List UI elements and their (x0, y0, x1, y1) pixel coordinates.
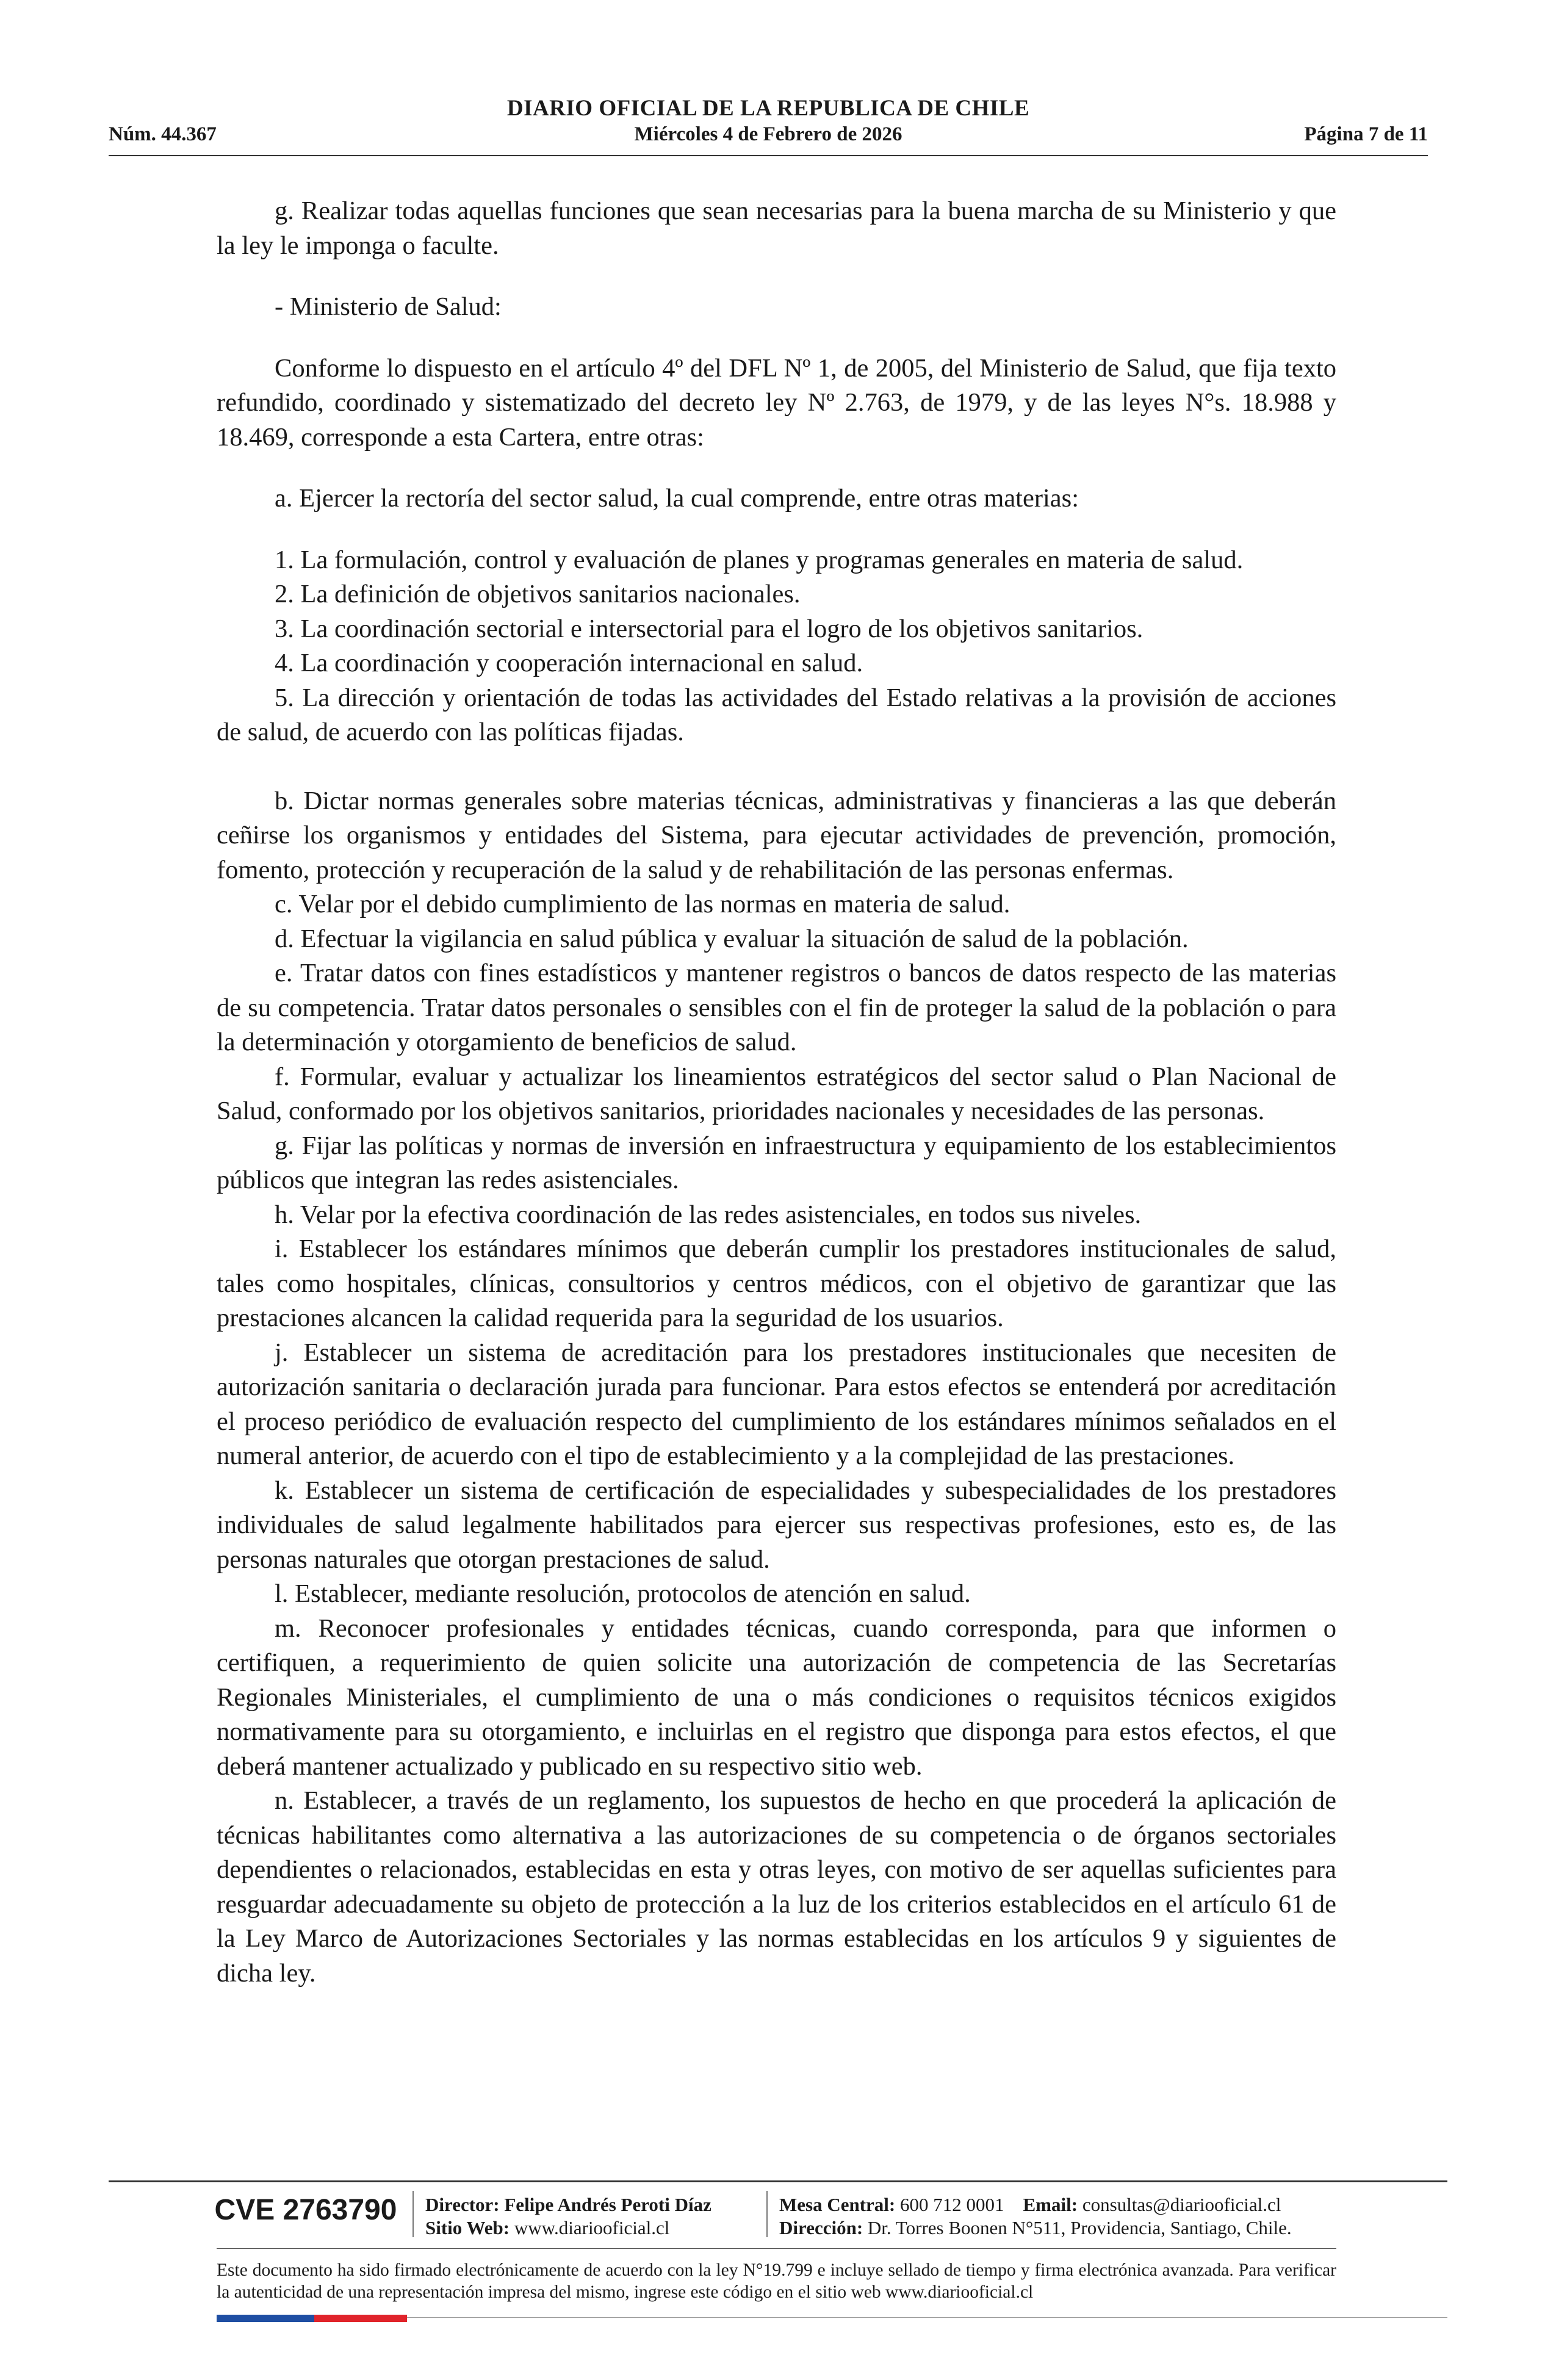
director-label: Director: (425, 2194, 500, 2215)
page-header (109, 92, 1428, 153)
email-link[interactable]: consultas@diariooficial.cl (1082, 2194, 1281, 2215)
document-body (217, 194, 1336, 1991)
list-item-m: m. Reconocer profesionales y entidades técnicas, cuando corresponda, para que informen o certifiquen, a requerimiento de quien solicite una autorización de competencia de las Secretarías Regionales Ministeriales, el cumplimiento de una o más condiciones o requisitos técnicos exigidos normativamente para su otorgamiento, e incluirlas en el registro que disponga para estos efectos, el que deberá mantener actualizado y publicado en su respectivo sitio web. (217, 1614, 1336, 1781)
paragraph-intro-g: g. Realizar todas aquellas funciones que sean necesarias para la buena marcha de su Ministerio y que la ley le imponga o faculte. (217, 197, 1336, 260)
footer-contact-block (779, 2193, 1292, 2240)
footer-separator (412, 2191, 414, 2237)
list-item-k: k. Establecer un sistema de certificación de especialidades y subespecialidades de los prestadores individuales de salud legalmente habilitados para ejercer sus respectivas profesiones, esto es, de las personas naturales que otorgan prestaciones de salud. (217, 1476, 1336, 1574)
list-item-n: n. Establecer, a través de un reglamento, los supuestos de hecho en que procederá la aplicación de técnicas habilitantes como alternativa a las autorizaciones de su competencia o de órganos sectoriales dependientes o relacionados, establecidas en esta y otras leyes, con motivo de ser aquellas suficientes para resguardar adecuadamente su objeto de protección a la luz de los criterios establecidos en el artículo 61 de la Ley Marco de Autorizaciones Sectoriales y las normas establecidas en los artículos 9 y siguientes de dicha ley. (217, 1786, 1336, 1988)
list-item-2: 2. La definición de objetivos sanitarios nacionales. (275, 580, 801, 608)
issue-date: Miércoles 4 de Febrero de 2026 (634, 123, 902, 145)
page-indicator: Página 7 de 11 (1304, 123, 1428, 145)
list-item-g: g. Fijar las políticas y normas de inversión en infraestructura y equipamiento de los establecimientos públicos que integran las redes asistenciales. (217, 1131, 1336, 1194)
list-item-3: 3. La coordinación sectorial e intersectorial para el logro de los objetivos sanitarios. (275, 614, 1144, 643)
list-item-l: l. Establecer, mediante resolución, protocolos de atención en salud. (275, 1579, 971, 1608)
address-value: Dr. Torres Boonen N°511, Providencia, Santiago, Chile. (867, 2217, 1292, 2238)
footer-divider (109, 2180, 1447, 2182)
list-item-5: 5. La dirección y orientación de todas las actividades del Estado relativas a la provisión de acciones de salud, de acuerdo con las políticas fijadas. (217, 683, 1336, 746)
flag-stripe-blue (217, 2315, 314, 2322)
list-item-a: a. Ejercer la rectoría del sector salud, la cual comprende, entre otras materias: (275, 484, 1079, 513)
footer-separator (766, 2191, 768, 2237)
list-item-j: j. Establecer un sistema de acreditación para los prestadores institucionales que necesiten de autorización sanitaria o declaración jurada para funcionar. Para estos efectos se entenderá por acreditación el proceso periódico de evaluación respecto del cumplimiento de los estándares mínimos señalados en el numeral anterior, de acuerdo con el tipo de establecimiento y a la complejidad de las prestaciones. (217, 1338, 1336, 1470)
site-link[interactable]: www.diariooficial.cl (514, 2217, 670, 2238)
director-name: Felipe Andrés Peroti Díaz (504, 2194, 711, 2215)
paragraph-conforme: Conforme lo dispuesto en el artículo 4º del DFL Nº 1, de 2005, del Ministerio de Salud, que fija texto refundido, coordinado y sistematizado del decreto ley Nº 2.763, de 1979, y de las leyes N°s. 18.988 y 18.469, corresponde a esta Cartera, entre otras: (217, 353, 1336, 452)
list-item-d: d. Efectuar la vigilancia en salud pública y evaluar la situación de salud de la población. (275, 924, 1189, 953)
mesa-phone: 600 712 0001 (900, 2194, 1004, 2215)
footer-director-block (425, 2193, 711, 2240)
list-item-i: i. Establecer los estándares mínimos que deberán cumplir los prestadores institucionales de salud, tales como hospitales, clínicas, consultorios y centros médicos, con el objetivo de garantizar que las prestaciones alcancen la calidad requerida para la seguridad de los usuarios. (217, 1235, 1336, 1332)
cve-code: CVE 2763790 (214, 2194, 397, 2226)
footer-inner-divider (217, 2248, 1336, 2249)
list-item-1: 1. La formulación, control y evaluación de planes y programas generales en materia de salud. (275, 545, 1244, 574)
mesa-label: Mesa Central: (779, 2194, 896, 2215)
list-item-h: h. Velar por la efectiva coordinación de las redes asistenciales, en todos sus niveles. (275, 1200, 1142, 1229)
list-item-e: e. Tratar datos con fines estadísticos y mantener registros o bancos de datos respecto de las materias de su competencia. Tratar datos personales o sensibles con el fin de proteger la salud de la población o para la determinación y otorgamiento de beneficios de salud. (217, 959, 1336, 1056)
list-item-c: c. Velar por el debido cumplimiento de las normas en materia de salud. (275, 890, 1010, 918)
list-item-4: 4. La coordinación y cooperación internacional en salud. (275, 649, 863, 677)
site-label: Sitio Web: (425, 2217, 510, 2238)
publication-title: DIARIO OFICIAL DE LA REPUBLICA DE CHILE (506, 96, 1030, 121)
issue-number: Núm. 44.367 (109, 123, 217, 145)
footer-bottom-rule (407, 2317, 1447, 2318)
section-heading-ministerio-salud: - Ministerio de Salud: (275, 292, 502, 321)
email-label: Email: (1023, 2194, 1078, 2215)
list-item-f: f. Formular, evaluar y actualizar los lineamientos estratégicos del sector salud o Plan Nacional de Salud, conformado por los objetivos sanitarios, prioridades nacionales y necesidades de las personas. (217, 1062, 1336, 1125)
flag-stripe-red (314, 2315, 407, 2322)
address-label: Dirección: (779, 2217, 863, 2238)
list-item-b: b. Dictar normas generales sobre materias técnicas, administrativas y financieras a las que deberán ceñirse los organismos y entidades del Sistema, para ejecutar actividades de prevención, promoción, fomento, protección y recuperación de la salud y de rehabilitación de las personas enfermas. (217, 786, 1336, 884)
header-divider (109, 155, 1428, 156)
legal-notice: Este documento ha sido firmado electrónicamente de acuerdo con la ley N°19.799 e incluye sellado de tiempo y firma electrónica avanzada. Para verificar la autenticidad de una representación impresa del mismo, ingrese este código en el sitio web www.diariooficial.cl (217, 2260, 1336, 2302)
